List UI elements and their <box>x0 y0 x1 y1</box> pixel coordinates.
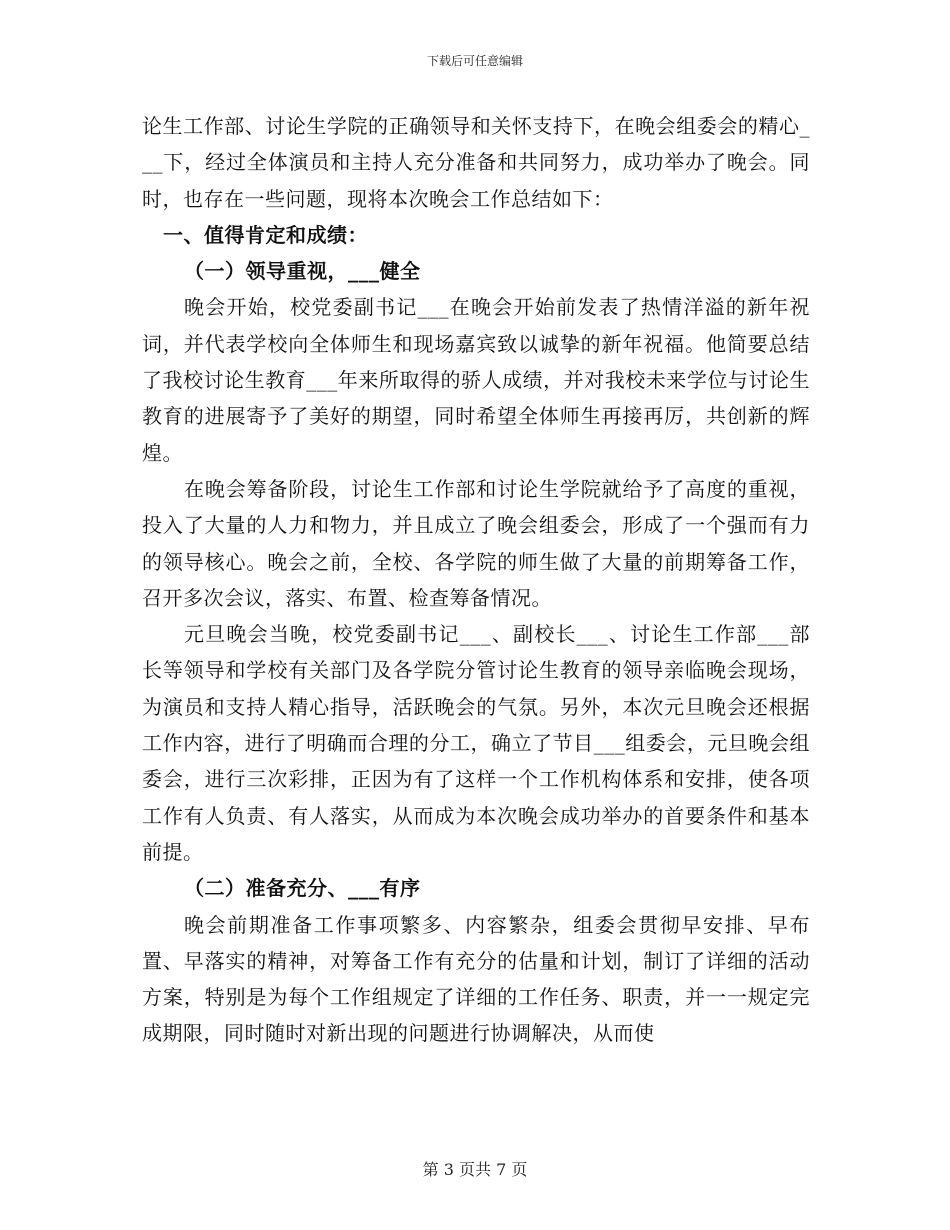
subsection-heading-leadership: （一）领导重视，___健全 <box>184 259 421 284</box>
subsection-heading-preparation: （二）准备充分、___有序 <box>184 876 421 901</box>
paragraph-opening-speech: 晚会开始，校党委副书记___在晚会开始前发表了热情洋溢的新年祝词，并代表学校向全体师生和现场嘉宾致以诚挚的新年祝福。他简要总结了我校讨论生教育___年来所取得的骄人成绩，并对我校未来学位与讨论生教育的进展寄予了美好的期望，同时希望全体师生再接再厉，共创新的辉煌。 <box>142 295 810 465</box>
page-header-note: 下载后可任意编辑 <box>426 54 523 68</box>
section-heading-achievements: 一、值得肯定和成绩： <box>163 222 368 247</box>
paragraph-early-preparation: 晚会前期准备工作事项繁多、内容繁杂，组委会贯彻早安排、早布置、早落实的精神，对筹备工作有充分的估量和计划，制订了详细的活动方案，特别是为每个工作组规定了详细的工作任务、职责，并一一规定完成期限，同时随时对新出现的问题进行协调解决，从而使 <box>142 912 810 1046</box>
intro-paragraph: 论生工作部、讨论生学院的正确领导和关怀支持下，在晚会组委会的精心___下，经过全体演员和主持人充分准备和共同努力，成功举办了晚会。同时，也存在一些问题，现将本次晚会工作总结如下： <box>142 114 810 211</box>
paragraph-preparation-stage: 在晚会筹备阶段，讨论生工作部和讨论生学院就给予了高度的重视，投入了大量的人力和物力，并且成立了晚会组委会，形成了一个强而有力的领导核心。晚会之前，全校、各学院的师生做了大量的前期筹备工作，召开多次会议，落实、布置、检查筹备情况。 <box>142 476 810 610</box>
document-body <box>142 108 810 1052</box>
paragraph-gala-night: 元旦晚会当晚，校党委副书记___、副校长___、讨论生工作部___部长等领导和学校有关部门及各学院分管讨论生教育的领导亲临晚会现场，为演员和支持人精心指导，活跃晚会的气氛。另外，本次元旦晚会还根据工作内容，进行了明确而合理的分工，确立了节目___组委会，元旦晚会组委会，进行三次彩排，正因为有了这样一个工作机构体系和安排，使各项工作有人负责、有人落实，从而成为本次晚会成功举办的首要条件和基本前提。 <box>142 622 810 864</box>
page-number: 第 3 页共 7 页 <box>422 1160 528 1179</box>
